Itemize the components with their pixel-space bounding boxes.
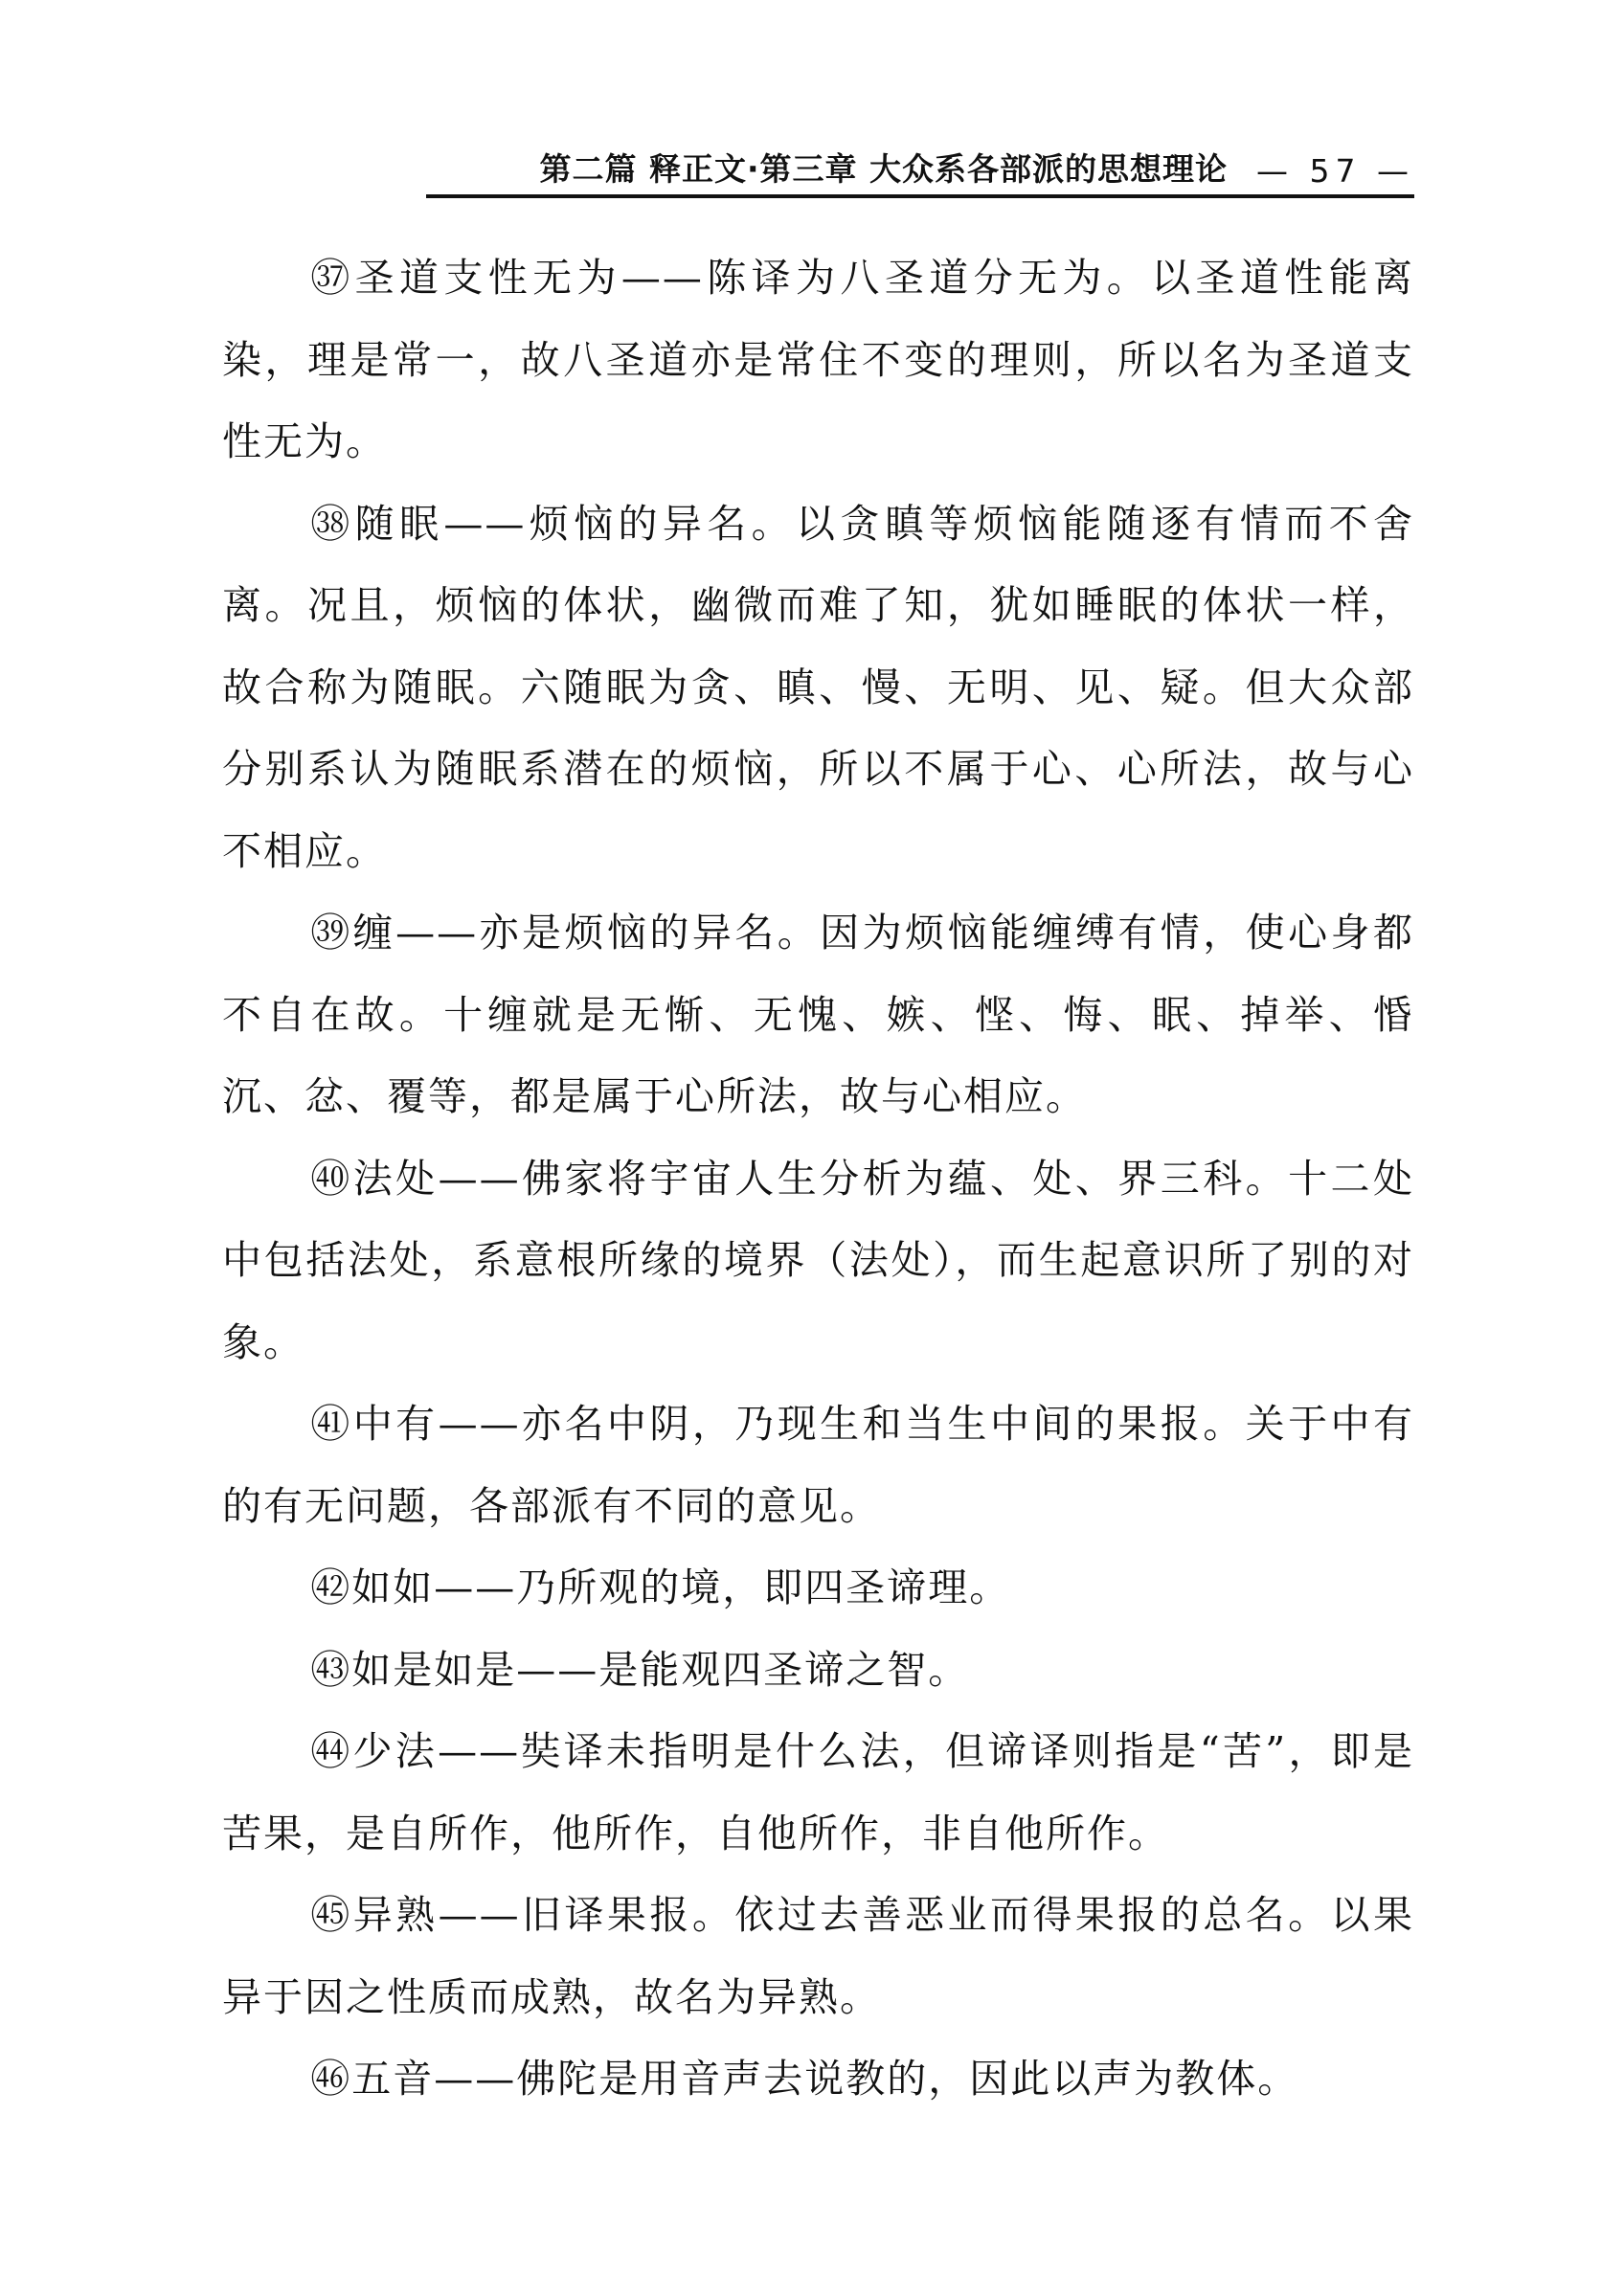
header-title: 第二篇 释正文·第三章 大众系各部派的思想理论 — [539, 150, 1229, 188]
body-text — [222, 237, 1414, 2121]
paragraph-note-39: ㊴缠——亦是烦恼的异名。因为烦恼能缠缚有情，使心身都不自在故。十缠就是无惭、无愧、嫉、悭、悔、眠、掉举、惛沉、忿、覆等，都是属于心所法，故与心相应。 — [222, 910, 1414, 1119]
paragraph-note-42: ㊷如如——乃所观的境，即四圣谛理。 — [310, 1564, 1011, 1610]
running-header — [426, 142, 1414, 190]
paragraph-note-45: ㊺异熟——旧译果报。依过去善恶业而得果报的总名。以果异于因之性质而成熟，故名为异熟。 — [222, 1892, 1414, 2020]
paragraph-note-41: ㊶中有——亦名中阴，乃现生和当生中间的果报。关于中有的有无问题，各部派有不同的意见。 — [222, 1401, 1414, 1529]
paragraph-note-43: ㊸如是如是——是能观四圣谛之智。 — [310, 1646, 970, 1693]
paragraph-note-40: ㊵法处——佛家将宇宙人生分析为蕴、处、界三科。十二处中包括法处，系意根所缘的境界（法处），而生起意识所了别的对象。 — [222, 1155, 1414, 1365]
paragraph-note-44: ㊹少法——奘译未指明是什么法，但谛译则指是“苦”，即是苦果，是自所作，他所作，自他所作，非自他所作。 — [222, 1728, 1414, 1856]
paragraph-note-46: ㊻五音——佛陀是用音声去说教的，因此以声为教体。 — [310, 2056, 1299, 2102]
paragraph-note-38: ㊳随眠——烦恼的异名。以贪瞋等烦恼能随逐有情而不舍离。况且，烦恼的体状，幽微而难了知，犹如睡眠的体状一样，故合称为随眠。六随眠为贪、瞋、慢、无明、见、疑。但大众部分别系认为随眠系潜在的烦恼，所以不属于心、心所法，故与心不相应。 — [222, 500, 1414, 874]
paragraph-note-37: ㊲圣道支性无为——陈译为八圣道分无为。以圣道性能离染，理是常一，故八圣道亦是常住不变的理则，所以名为圣道支性无为。 — [222, 255, 1414, 464]
header-rule — [426, 194, 1414, 198]
page-number: — 57 — — [1256, 152, 1414, 190]
